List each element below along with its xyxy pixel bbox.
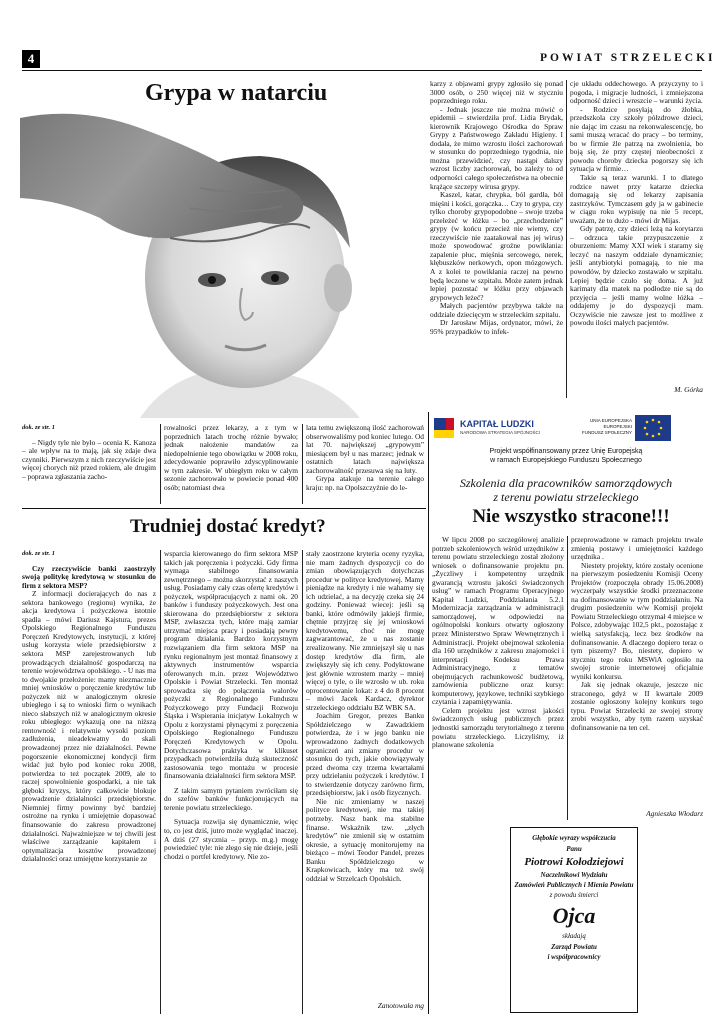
paragraph: Joachim Gregor, prezes Banku Spółdzielczego w Zawadzkiem potwierdza, że i w jego banku nie wprowadzono żadnych dodatkowych ograniczeń ani zmiany procedur w stosunku do tych, jakie obowiązywały przed dwoma czy trzema kwartałami przy udzielaniu pożyczek i kredytów. I to stwierdzenie dotyczy zarówno firm, przedsiębiorstw, jak i osób fizycznych. bbox=[306, 711, 424, 798]
article-title-grypa: Grypa w natarciu bbox=[145, 80, 328, 106]
condolences-box bbox=[510, 827, 638, 1013]
paragraph: karzy z objawami grypy zgłosiło się ponad 3000 osób, o 250 więcej niż w styczniu poprzedniego roku. bbox=[430, 80, 563, 106]
page-column-divider bbox=[428, 412, 429, 1014]
article1-col-b3 bbox=[306, 424, 424, 506]
article1-col-right2 bbox=[570, 80, 703, 386]
paragraph: Z informacji docierających do nas z sektora bankowego (regionu) wynika, że akcja kredytowa i pożyczkowa istotnie spadła – mówi Dariusz Kajstura, prezes Opolskiego Regionalnego Funduszu Poręczeń Kredytowych, instytucji, z której usług korzysta wiele przedsiębiorstw z sektora MSP zarejestrowanych lub prowadzących działalność gospodarczą na terenie województwa opolskiego. - U nas ma to dwojakie przełożenie: mamy niezmacznie mniej wniosków o poręczenie kredytów lub pożyczek niż w analogicznym okresie ubiegłego i są to wnioski firm o wynikach nieco słabszych niż w analogicznym okresie roku ubiegłego: wykazują one na niższą rentowność i relatywnie wysoki poziom zadłużenia, nieadekwatny do skali prowadzonej przez nie działalności. Pewne pogorszenie ekonomicznej kondycji firm widać już było pod koniec roku 2008, potwierdza to też początek 2009, ale to raczej spowolnienie gospodarki, a nie tak głęboki kryzys, który całkowicie blokuje prowadzenie działalności przedsiębiorstw. Niemniej firmy powinny być bardziej ostrożne na rynku i umiejętnie dopasować finansowanie do zakresu prowadzonej działalności. Najważniejsze w tej chwili jest właściwe zarządzanie kapitałem i optymalizacja kosztów prowadzonej działalności oraz umiejętne korzystanie ze bbox=[22, 589, 156, 864]
article2-col2 bbox=[164, 550, 298, 1014]
condolences-line9: i współpracownicy bbox=[547, 953, 601, 961]
paragraph: - Jednak jeszcze nie można mówić o epidemii – stwierdziła prof. Lidia Brydak, kierownik Krajowego Ośrodka do Spraw Grypy z Państwowego Zakładu Higieny. I dodała, że mimo wzrostu ilości zachorowań w stosunku do poprzedniego tygodnia, nie można przewidzieć, czy nastąpi dalszy wzrost liczby zachorowań, bo zależy to od odporności całego społeczeństwa na obecnie krążące szczepy wirusa grypy. bbox=[430, 104, 563, 191]
eu-line2: w ramach Europejskiego Funduszu Społecznego bbox=[490, 457, 642, 464]
paragraph: Celem projektu jest wzrost jakości świadczonych usług publicznych przez jednostki samorządu terytorialnego z terenu powiatu strzeleckiego. Liczyliśmy, iż planowane szkolenia bbox=[432, 705, 564, 750]
condolences-line5: z powodu śmierci bbox=[549, 891, 599, 899]
continuation-label: dok. ze str. 1 bbox=[22, 550, 56, 557]
lead-question: Czy rzeczywiście banki zaostrzyły swoją politykę kredytową w stosunku do firm z sektora MSP? bbox=[22, 563, 156, 590]
condolences-line2: Panu bbox=[566, 845, 582, 853]
paragraph: przeprowadzone w ramach projektu trwale zmienią postawy i umiejętności każdego urzędnika . bbox=[571, 536, 703, 562]
article1-col-b2 bbox=[164, 424, 298, 506]
section-rule bbox=[22, 508, 426, 509]
article1-signature-box bbox=[570, 386, 703, 398]
column-divider bbox=[566, 80, 567, 398]
paragraph: Gdy patrzę, czy dzieci leżą na korytarzu – odrzuca takie przypuszczenie z oburzeniem: Mamy XXI wiek i staramy się leczyć na naszym oddziale dynamicznie; jeśli antybiotyki pomagają, to nie ma powodów, by dziecko zostawało w szpitalu. Lepiej będzie czuło się doma. A już karimaty dla matek na podłodze nie są do przyjęcia – jeśli mamy wolne łóżka – oddajemy je do dyspozycji mam. Oczywiście nie zawsze jest to możliwe z powodu ilości małych pacjentów. bbox=[570, 224, 703, 328]
paragraph: Grypa atakuje na terenie całego kraju: np. na Opolszczyźnie do le- bbox=[306, 474, 424, 492]
paragraph: Małych pacjentów przybywa także na oddziale dziecięcym w strzeleckim szpitalu. bbox=[430, 301, 563, 319]
masthead: POWIAT STRZELECKI bbox=[540, 52, 716, 64]
condolences-line4: Zamówień Publicznych i Mienia Powiatu bbox=[514, 881, 634, 889]
column-divider bbox=[160, 550, 161, 1014]
article-title-stracone: Nie wszystko stracone!!! bbox=[472, 506, 670, 527]
article1-col-b1 bbox=[22, 424, 156, 506]
paragraph: cje układu oddechowego. A przyczyny to i pogoda, i migracje ludności, i zmniejszona odporność dzieci i wreszcie – warunki życia. bbox=[570, 80, 703, 106]
eu-line1: Projekt współfinansowany przez Unię Europejską bbox=[489, 448, 643, 455]
article2-signature-box bbox=[306, 1002, 424, 1014]
paragraph: wsparcia kierowanego do firm sektora MSP takich jak poręczenia i pożyczki. Gdy firma wymaga stabilnego finansowania zewnętrznego – można skorzystać z naszych usług. Posiadamy cały czas ofertę kredytów i pożyczek, współpracujących z nami ok. 20 banków i funduszy pożyczkowych. Jest ona skierowana do przedsiębiorstw z sektora MSP, zwłaszcza tych, które mają zamiar utrzymać miejsca pracy i posiadają pewny program działania. Bardzo korzystnym rozwiązaniem dla firm sektora MSP na rynku regionalnym jest montaż finansowy z aktywnych instrumentów wsparcia oferowanych m.in. przez Województwo Opolskie i Powiat Strzelecki. Ten montaż sprowadza się do połączenia walorów pożyczki z Regionalnego Funduszu Pożyczkowego przy Fundacji Rozwoju Śląska i Wspierania inicjatyw Lokalnych w Opolu z korzystami płynącymi z poręczenia Opolskiego Regionalnego Funduszu Poręczeń Kredytowych w Opolu. Dotychczasowa praktyka w klikuset przypadkach potwierdziła dużą skuteczność zastosowania tego montażu w procesie finansowania działalności firm sektora MSP. bbox=[164, 550, 298, 781]
page-number: 4 bbox=[22, 50, 40, 68]
paragraph: rowalności przez lekarzy, a z tym w poprzednich latach trochę różnie bywało; jednak nałożenie mandatów za niedopełnienie tego obowiązku w 2008 roku, zdecydowanie poprawiło zdyscyplinowanie w tym zakresie. W ubiegłym roku w całym sezonie zachorowało w powiecie ponad 400 osób; natomiast dwa bbox=[164, 424, 298, 492]
paragraph: - Rodzice posyłają do żłobka, przedszkola czy szkoły półzdrowe dzieci, nie dając im czasu na rekonwalescencję, bo sami muszą wracać do pracy – bo terminy, bo w firmie źle patrzą na zwolnienia, bo boją się, że przy częstej nieobecności z powodu choroby dziecka pogorszy się ich sytuacja w firmie… bbox=[570, 104, 703, 174]
paragraph: – Nigdy tyle nie było – ocenia K. Kanoza – ale wpływ na to mają, jak się zdaje dwa czynniki. Pierwszym z nich rzeczywiście jest więcej chorych niż przed rokiem, ale drugim – poprawa zgłaszania zacho- bbox=[22, 437, 156, 481]
eu-logo-sub2: FUNDUSZ SPOŁECZNY bbox=[581, 430, 632, 435]
paragraph: Nie nic zmieniamy w naszej polityce kredytowej, nie ma takiej potrzeby. Nasz bank ma stabilne finanse. Wskaźnik tzw. „złych kredytów” nie zmienił się w ostatnim okresie, a sytuację monitorujemy na bieżąco – mówi Teodor Pandel, prezes Banku Spółdzielczego w Krapkowicach, który ma też swój oddział w Strzelcach Opolskich. bbox=[306, 796, 424, 883]
eu-logo-sub1: EUROPEJSKI bbox=[603, 424, 632, 429]
paragraph: Sytuacja rozwija się dynamicznie, więc to, co jest dziś, jutro może wyglądać inaczej. A dziś (27 stycznia – przyp. m.g.) mogę powiedzieć tyle: nie złego się nie dzieje, jeśli chodzi o portfel kredytowy. Nie zo- bbox=[164, 817, 298, 861]
article3-col1 bbox=[432, 536, 564, 822]
article3-col2 bbox=[571, 536, 703, 810]
eu-funding-banner bbox=[430, 412, 702, 474]
eu-subtitle bbox=[430, 476, 702, 504]
article3-signature: Agnieszka Włodarz bbox=[646, 810, 703, 818]
article2-col1 bbox=[22, 550, 156, 1014]
paragraph: Jak się jednak okazuje, jeszcze nic straconego, gdyż w II kwartale 2009 zostanie ogłoszony kolejny konkurs tego typu. Powiat Strzelecki ze swojej strony zrobi wszystko, aby tym razem uzyskać dofinansowanie na ten cel. bbox=[571, 680, 703, 733]
paragraph: Takie są teraz warunki. I to dlatego rodzice nawet przy katarze dziecka domagają się od lekarzy zapisania zastrzyków. Tymczasem gdy ja w gabinecie w ciągu roku wypisuję na nie 5 recept, uważam, że to dużo - mówi dr Mijas. bbox=[570, 173, 703, 225]
column-divider bbox=[302, 550, 303, 1014]
article-title-kredyt: Trudniej dostać kredyt? bbox=[130, 516, 326, 537]
column-divider bbox=[160, 424, 161, 504]
condolences-line1: Głębokie wyrazy współczucia bbox=[532, 834, 616, 842]
article2-signature: Zanotowała mg bbox=[377, 1002, 424, 1010]
condolences-ojca: Ojca bbox=[552, 903, 596, 928]
paragraph: Dr Jarosław Mijas, ordynator, mówi, że 95% przypadków to infek- bbox=[430, 318, 563, 336]
header-rule bbox=[22, 70, 702, 71]
condolences-line3: Naczelnikowi Wydziału bbox=[540, 871, 608, 879]
eu-subtitle-line2: z terenu powiatu strzeleckiego bbox=[493, 490, 639, 504]
paragraph: lata temu zwiększoną ilość zachorowań obserwowaliśmy pod koniec lutego. Od lat 70. największej „grypowym” miesiącem był u nas marzec; jednak w ostatnich latach największa zachorowalność przesuwa się na luty. bbox=[306, 424, 424, 475]
eu-subtitle-line1: Szkolenia dla pracowników samorządowych bbox=[459, 476, 673, 490]
condolences-name: Piotrowi Kołodziejowi bbox=[524, 856, 624, 868]
column-divider bbox=[567, 536, 568, 820]
paragraph: Niestety projekty, które zostały ocenione na pierwszym posiedzeniu Komisji Oceny Projektów (rozpoczęła obrady 15.06.2008) wyczerpały wszystkie środki przeznaczone na dofinansowanie w tym poddziałaniu. Na drugim posiedzeniu w/w Komisji projekt Powiatu Strzeleckiego otrzymał 4 miejsce w Polsce, zdobywając 102,5 pkt., pozostając z wielką satysfakcją, lecz bez środków na dofinansowanie. A dlaczego dopiero teraz o tym piszemy? Bo, niestety, dopiero w styczniu tego roku MSWiA ogłosiło na swojej stronie internetowej oficjalnie wyniki konkursu. bbox=[571, 560, 703, 681]
paragraph: Z takim samym pytaniem zwróciłam się do szefów banków funkcjonujących na terenie powiatu strzeleckiego. bbox=[164, 785, 298, 812]
paragraph: W lipcu 2008 po szczegółowej analizie potrzeb szkoleniowych wśród urzędników z terenu powiatu strzeleckiego został złożony wniosek o dofinansowanie projektu pn. „Życzliwy i kompetentny urzędnik gwarancją wzrostu jakości świadczonych usług” w ramach Programu Operacyjnego Kapitał Ludzki, Poddziałania 5.2.1 Modernizacja zarządzania w administracji samorządowej, w odpowiedzi na ogólnopolski konkurs otwarty ogłoszony przez Ministerstwo Spraw Wewnętrznych i Administracji. Projekt obejmował szkolenia dla 160 urzędników z zakresu znajomości i interpretacji Kodeksu Prawa Administracyjnego, z tematów obejmujących rachunkowość budżetową, zamówienia publiczne oraz kursy: komputerowy, językowe, techniki szybkiego czytania i zapamiętywania. bbox=[432, 536, 564, 707]
eu-logo-text: UNIA EUROPEJSKA bbox=[589, 418, 632, 423]
continuation-label: dok. ze str. 1 bbox=[22, 424, 56, 431]
article1-col-right1 bbox=[430, 80, 563, 398]
condolences-line8: Zarząd Powiatu bbox=[551, 943, 597, 951]
column-divider bbox=[302, 424, 303, 504]
article2-col3 bbox=[306, 550, 424, 1002]
kapital-ludzki-logo-text: KAPITAŁ LUDZKI bbox=[460, 419, 534, 429]
article1-signature: M. Górka bbox=[674, 386, 703, 394]
paragraph: stały zaostrzone kryteria oceny ryzyka, nie mam żadnych dyspozycji co do zmian obowiązujących dotychczas procedur w polityce kredytowej. Mamy pieniądze na kredyty i nie wahamy się ich udzielać, a na decyzję czeka się 24 godziny. Ponieważ wiecej: jeśli są banki, które odmówiły jakiejś firmie, chętnie przyjrzę się jej wnioskowi kredytowemu, choć nie mogę zagwarantować, że u nas zostanie zrealizowany. Nie zmniejszył się u nas dostęp kredytów dla firm, ale zwiększyły się ich ceny. Podyktowane jest głównie wzrostem marży – mniej więcej o tyle, o ile wzrosło w ub. roku oprocentowanie lokat: z 4 do 8 procent – mówi Jacek Kardacz, dyrektor strzeleckiego oddziału BZ WBK SA. bbox=[306, 550, 424, 712]
kapital-ludzki-logo-sub: NARODOWA STRATEGIA SPÓJNOŚCI bbox=[460, 430, 541, 435]
article3-signature-box bbox=[571, 810, 703, 822]
child-fever-photo bbox=[20, 88, 422, 418]
paragraph: Kaszel, katar, chrypka, ból gardła, ból mięśni i kości, gorączka… Czy to grypa, czy tylko choroby grypopodobne – swoje trzeba przeleżeć w łóżku – bo „przechodzenie” grypy (w końcu przecież nie wiemy, czy rzeczywiście nie zaatakował nas jej wirus) może spowodować groźne powikłania: zapalenie płuc, mięśnia sercowego, nerek, kłębuszków nerkowych, opon mózgowych. A z kolei te powikłania raczej na pewno będą leczone w szpitalu. Może zatem jednak lepiej pozostać w łóżku przy objawach grypowych leżeć? bbox=[430, 190, 563, 302]
condolences-line7: składają bbox=[562, 932, 586, 940]
